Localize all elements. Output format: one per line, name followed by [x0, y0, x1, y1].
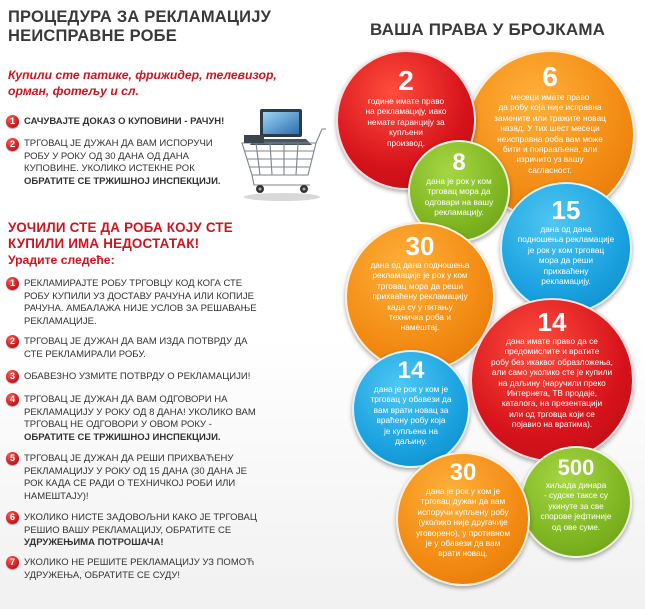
circle-text-line: уговорено), у противном	[415, 527, 511, 538]
circle-15-days	[500, 182, 632, 314]
step-text	[24, 557, 254, 582]
circle-text-line: трговац дужан да вам	[420, 496, 506, 507]
circle-text-line: купљени	[389, 127, 423, 138]
circle-number: 2	[398, 65, 414, 96]
circle-text-line: робу без икаквог образложења,	[491, 356, 613, 367]
step-line: ОБАВЕЗНО УЗМИТЕ ПОТВРДУ О РЕКЛАМАЦИЈИ!	[24, 371, 251, 382]
defect-title-line-2: КУПИЛИ ИМА НЕДОСТАТАК!	[8, 236, 200, 251]
circle-30-days-delivery	[396, 452, 530, 586]
circle-number: 14	[537, 307, 567, 337]
step-line: УКОЛИКО НЕ РЕШИТЕ РЕКЛАМАЦИЈУ УЗ ПОМОЋ	[24, 557, 255, 568]
circle-text-line: подношења рекламације	[517, 234, 615, 245]
circle-number: 30	[449, 459, 477, 486]
step-text	[24, 138, 221, 188]
circle-text-line: спорове јефтиније	[540, 511, 612, 522]
step-number-badge: 3	[6, 370, 19, 383]
circle-text-line: враћену робу која	[376, 415, 446, 426]
step-number-badge: 6	[6, 511, 19, 524]
page-title-line-2: НЕИСПРАВНЕ РОБЕ	[8, 27, 177, 45]
step-line: ТРГОВАЦ ЈЕ ДУЖАН ДА ВАМ ИСПОРУЧИ	[24, 138, 213, 149]
circle-text-line: бити и поправљена, али	[502, 144, 598, 155]
step-line: РЕКЛАМАЦИЈУ У РОКУ ОД 15 ДАНА (30 ДАНА ЈЕ	[24, 465, 247, 477]
circle-text-line: прихваћену	[543, 265, 589, 276]
circle-text-line: врати новац.	[438, 548, 488, 559]
circle-text-line: да робу која није исправна	[498, 102, 602, 113]
circle-number: 15	[551, 195, 581, 225]
intro-line-2: орман, фотељу и сл.	[8, 84, 139, 98]
circle-text-line: замените или тражите новац	[494, 112, 606, 123]
step-line: УДРУЖЕЊИМА ПОТРОШАЧА!	[24, 537, 164, 549]
circle-text-line: укинуте за све	[548, 500, 604, 511]
step-line: САЧУВАЈТЕ ДОКАЗ О КУПОВИНИ - РАЧУН!	[24, 116, 225, 127]
circle-text-line: (уколико није другачије	[418, 517, 508, 528]
circle-text-line: прихваћену рекламацију	[372, 291, 468, 302]
step-line: РАЧУНА. АМБАЛАЖА НИЈЕ УСЛОВ ЗА РЕШАВАЊЕ	[24, 303, 257, 315]
circle-text-line: трговац мора да	[427, 186, 491, 197]
defect-subtitle: Урадите следеће:	[8, 253, 115, 267]
circle-text-line: дана од дана подношења	[370, 260, 470, 270]
page-title	[8, 8, 271, 46]
step-text	[24, 336, 247, 361]
circle-text-line: дана имате право да се	[506, 336, 598, 346]
step-line: УКОЛИКО НИСТЕ ЗАДОВОЉНИ КАКО ЈЕ ТРГОВАЦ	[24, 512, 257, 523]
circle-text-line: трговац мора да реши	[377, 280, 463, 291]
step-line: НАМЕШТАЈУ)!	[24, 490, 89, 502]
circle-text-line: Интернета, ТВ продаје,	[507, 388, 597, 399]
circle-text-line: дана је рок у ком	[426, 176, 492, 186]
circle-text-line: изричито уз вашу	[516, 154, 584, 165]
circle-text-line: је рок у ком трговац	[527, 244, 605, 255]
step-line: РЕШИО ВАШУ РЕКЛАМАЦИЈУ, ОБРАТИТЕ СЕ	[24, 524, 232, 536]
circle-text-line: вам врати новац за	[373, 404, 449, 415]
circle-text-line: године имате право	[367, 96, 445, 106]
circle-text-line: трговац у обавези да	[370, 394, 452, 405]
step-line: РОБУ КУПИЛИ УЗ ДОСТАВУ РАЧУНА ИЛИ КОПИЈЕ	[24, 290, 254, 302]
step-line: ТРГОВАЦ НЕ ОДГОВОРИ У ОВОМ РОКУ -	[24, 419, 212, 431]
circle-text-line: испоручи купљену робу	[417, 506, 509, 517]
circle-number: 8	[452, 149, 466, 176]
circle-text-line: сагласност.	[528, 164, 572, 175]
page-title-line-1: ПРОЦЕДУРА ЗА РЕКЛАМАЦИЈУ	[8, 8, 272, 26]
step-number-badge: 5	[6, 452, 19, 465]
circle-text-line: мора да реши	[538, 255, 594, 266]
step-line: ОБРАТИТЕ СЕ ТРЖИШНОЈ ИНСПЕКЦИЈИ.	[24, 431, 221, 443]
step-text	[24, 116, 224, 129]
intro-line-1: Купили сте патике, фрижидер, телевизор,	[8, 68, 277, 82]
step-line: РЕКЛАМИРАЈТЕ РОБУ ТРГОВЦУ КОД КОГА СТЕ	[24, 278, 243, 289]
step-line: УДРУЖЕЊА, ОБРАТИТЕ СЕ СУДУ!	[24, 569, 181, 581]
step-line: ТРГОВАЦ ЈЕ ДУЖАН ДА РЕШИ ПРИХВАЋЕНУ	[24, 453, 234, 464]
circle-text-line: на даљину (наручили преко	[498, 377, 606, 388]
step-number-badge: 2	[6, 138, 19, 151]
circle-500-thousand	[520, 446, 632, 558]
circle-text-line: рекламацију.	[541, 276, 591, 287]
circle-text-line: рекламације је рок у ком	[372, 270, 468, 281]
circle-number: 14	[397, 357, 425, 384]
circle-text-line: или од трговца који се	[509, 408, 595, 419]
circle-text-line: када су у питању	[387, 301, 453, 312]
circle-text-line: је у обавези да вам	[425, 538, 501, 549]
step-number-badge: 2	[6, 335, 19, 348]
circle-text-line: месеци имате право	[510, 92, 590, 102]
rights-title: ВАША ПРАВА У БРОЈКАМА	[370, 20, 606, 39]
step-line: ТРГОВАЦ ЈЕ ДУЖАН ДА ВАМ ОДГОВОРИ НА	[24, 394, 228, 405]
defect-title	[8, 220, 233, 252]
step-line: РОБУ У РОКУ ОД 30 ДАНА ОД ДАНА	[24, 150, 190, 162]
circle-text-line: хиљада динара	[545, 480, 607, 490]
circle-number: 30	[405, 231, 435, 261]
step-text	[24, 278, 257, 328]
circle-text-line: даљину.	[395, 436, 427, 447]
step-number-badge: 1	[6, 115, 19, 128]
defect-title-line-1: УОЧИЛИ СТЕ ДА РОБА КОЈУ СТЕ	[8, 220, 233, 235]
circle-text-line: дана је рок у ком је	[425, 486, 501, 496]
circle-text-line: техничка роба и	[389, 312, 451, 323]
circle-text-line: предомислите и вратите	[504, 346, 600, 357]
circle-text-line: рекламацију.	[434, 207, 484, 218]
step-number-badge: 4	[6, 393, 19, 406]
circle-14-days-refund	[352, 350, 470, 468]
circle-text-line: каталога, на презентацији	[501, 398, 603, 409]
circle-text-line: је купљена на	[384, 425, 438, 436]
circle-text-line: дана од дана	[540, 224, 592, 234]
step-line: РЕКЛАМАЦИЈЕ.	[24, 315, 97, 327]
step-line: КУПОВИНЕ. УКОЛИКО ИСТЕКНЕ РОК	[24, 163, 195, 175]
circle-text-line: дана је рок у ком је	[373, 384, 449, 394]
circle-14-days-withdrawal	[470, 298, 634, 462]
step-line: ОБРАТИТЕ СЕ ТРЖИШНОЈ ИНСПЕКЦИЈИ.	[24, 175, 221, 187]
step-number-badge: 7	[6, 556, 19, 569]
intro-text	[8, 67, 277, 99]
circle-number: 6	[542, 61, 558, 92]
step-line: РЕКЛАМАЦИЈУ У РОКУ ОД 8 ДАНА! УКОЛИКО ВАМ	[24, 406, 256, 418]
step-line: РОК КАДА СЕ РАДИ О ТЕХНИЧКОЈ РОБИ ИЛИ	[24, 478, 236, 490]
circle-text-line: - судске таксе су	[543, 490, 609, 501]
circle-number: 500	[557, 455, 595, 480]
circle-text-line: неисправна роба вам може	[497, 133, 603, 144]
circle-text-line: одговари на вашу	[424, 196, 494, 207]
step-line: ТРГОВАЦ ЈЕ ДУЖАН ДА ВАМ ИЗДА ПОТВРДУ ДА	[24, 336, 248, 347]
step-text	[24, 371, 250, 384]
circle-text-line: на рекламацију, иако	[365, 106, 447, 117]
step-line: СТЕ РЕКЛАМИРАЛИ РОБУ.	[24, 348, 146, 360]
circle-text-line: немате гаранцију за	[367, 116, 445, 127]
step-text	[24, 512, 257, 550]
step-number-badge: 1	[6, 277, 19, 290]
circle-text-line: производ.	[386, 137, 426, 148]
step-text	[24, 394, 256, 444]
circle-text-line: намештај.	[400, 322, 440, 333]
circle-text-line: од ове суме.	[551, 521, 601, 532]
circle-text-line: појавио на вратима).	[511, 419, 593, 430]
step-text	[24, 453, 247, 503]
circle-text-line: назад. У тих шест месеци	[500, 123, 600, 134]
circle-text-line: али само уколико сте је купили	[491, 367, 613, 378]
shopping-cart-icon	[232, 105, 327, 203]
